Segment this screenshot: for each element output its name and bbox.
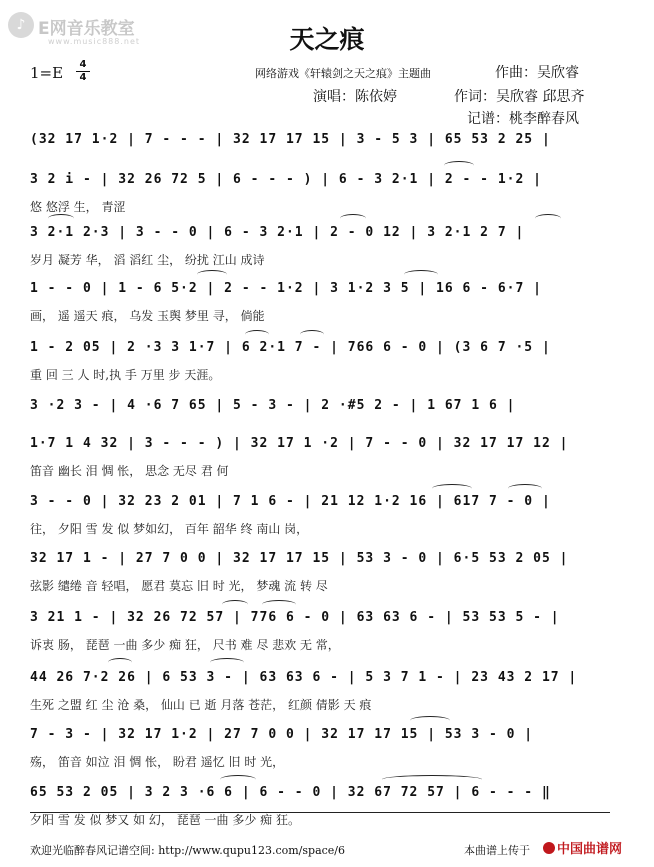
slur-mark	[210, 658, 244, 667]
row-notes: 32 17 1 - | 27 7 0 0 | 32 17 17 15 | 53 3 - 0 | 6·5 53 2 05 |	[30, 551, 569, 566]
slur-mark	[197, 270, 227, 279]
row-lyrics: 诉衷 肠， 琵琶 一曲 多少 痴 狂， 尺书 难 尽 悲欢 无 常，	[30, 638, 340, 652]
watermark-url: www.music888.net	[48, 37, 141, 46]
slur-mark	[410, 716, 450, 725]
row-notes: 7 - 3 - | 32 17 1·2 | 27 7 0 0 | 32 17 17 15 | 53 3 - 0 |	[30, 727, 534, 742]
slur-mark	[508, 484, 542, 493]
row-lyrics: 殇， 笛音 如泣 泪 惆 怅， 盼君 遥忆 旧 时 光，	[30, 755, 285, 769]
slur-mark	[404, 270, 438, 279]
slur-mark	[382, 775, 482, 784]
row-notes: 3 ·2 3 - | 4 ·6 7 65 | 5 - 3 - | 2 ·#5 2 - | 1 67 1 6 |	[30, 398, 516, 413]
subtitle: 网络游戏《轩辕剑之天之痕》主题曲	[255, 67, 431, 80]
slur-mark	[535, 214, 561, 223]
song-title: 天之痕	[289, 25, 365, 54]
time-signature	[76, 60, 90, 83]
bottom-rule	[30, 812, 610, 813]
slur-mark	[108, 658, 132, 667]
row-notes: 1 - 2 05 | 2 ·3 3 1·7 | 6 2·1 7 - | 766 6 - 0 | (3 6 7 ·5 |	[30, 340, 551, 355]
row-notes: 65 53 2 05 | 3 2 3 ·6 6 | 6 - - 0 | 32 67 72 57 | 6 - - - ‖	[30, 785, 551, 800]
slur-mark	[444, 161, 474, 170]
slur-mark	[220, 775, 256, 784]
brand-logo-icon	[543, 842, 555, 854]
row-lyrics: 重 回 三 人 时,执 手 万里 步 天涯。	[30, 368, 221, 382]
slur-mark	[432, 484, 472, 493]
footer-note: 欢迎光临醉春风记谱空间: http://www.qupu123.com/space/6	[30, 844, 346, 857]
row-notes: 3 2 i - | 32 26 72 5 | 6 - - - ) | 6 - 3 2·1 | 2 - - 1·2 |	[30, 172, 542, 187]
watermark-site: E网音乐教室	[38, 19, 135, 39]
brand-logo	[543, 838, 622, 857]
singer: 演唱：陈依婷	[313, 89, 397, 105]
transcriber: 记谱：桃李醉春风	[467, 111, 579, 127]
slur-mark	[340, 214, 366, 223]
row-notes: (32 17 1·2 | 7 - - - | 32 17 17 15 | 3 - 5 3 | 65 53 2 25 |	[30, 132, 551, 147]
row-notes: 3 2·1 2·3 | 3 - - 0 | 6 - 3 2·1 | 2 - 0 12 | 3 2·1 2 7 |	[30, 225, 525, 240]
key-signature: 1=E	[30, 64, 64, 82]
row-lyrics: 夕阳 雪 发 似 梦又 如 幻， 琵琶 一曲 多少 痴 狂。	[30, 813, 300, 827]
slur-mark	[222, 600, 248, 609]
composer: 作曲：吴欣睿	[495, 65, 579, 81]
row-notes: 44 26 7·2 26 | 6 53 3 - | 63 63 6 - | 5 3 7 1 - | 23 43 2 17 |	[30, 670, 578, 685]
row-lyrics: 岁月 凝芳 华， 滔 滔红 尘， 纷扰 江山 成诗	[30, 253, 265, 267]
slur-mark	[262, 600, 296, 609]
row-lyrics: 弦影 缱绻 音 轻唱， 愿君 莫忘 旧 时 光， 梦魂 流 转 尽	[30, 579, 328, 593]
upload-note: 本曲谱上传于	[464, 844, 530, 857]
row-notes: 1 - - 0 | 1 - 6 5·2 | 2 - - 1·2 | 3 1·2 3 5 | 16 6 - 6·7 |	[30, 281, 542, 296]
row-lyrics: 悠 悠浮 生， 青涩	[30, 200, 126, 214]
row-notes: 3 21 1 - | 32 26 72 57 | 776 6 - 0 | 63 63 6 - | 53 53 5 - |	[30, 610, 560, 625]
row-notes: 1·7 1 4 32 | 3 - - - ) | 32 17 1 ·2 | 7 - - 0 | 32 17 17 12 |	[30, 436, 569, 451]
lyricist: 作词：吴欣睿 邱思齐	[454, 89, 585, 105]
slur-mark	[300, 330, 324, 339]
brand-name: 中国曲谱网	[557, 842, 623, 857]
slur-mark	[245, 330, 269, 339]
row-lyrics: 往， 夕阳 雪 发 似 梦如幻， 百年 韶华 终 南山 岗，	[30, 522, 309, 536]
row-lyrics: 生死 之盟 红 尘 沧 桑， 仙山 已 逝 月落 苍茫， 红颜 倩影 天 痕	[30, 698, 372, 712]
row-notes: 3 - - 0 | 32 23 2 01 | 7 1 6 - | 21 12 1·2 16 | 617 7 - 0 |	[30, 494, 551, 509]
slur-mark	[48, 214, 74, 223]
time-signature-top: 4	[79, 59, 87, 70]
row-lyrics: 画， 遥 遥天 痕， 乌发 玉舆 梦里 寻， 倘能	[30, 309, 265, 323]
time-signature-bottom: 4	[79, 72, 87, 83]
watermark-logo-icon: ♪	[8, 12, 34, 38]
row-lyrics: 笛音 幽长 泪 惆 怅， 思念 无尽 君 何	[30, 464, 229, 478]
